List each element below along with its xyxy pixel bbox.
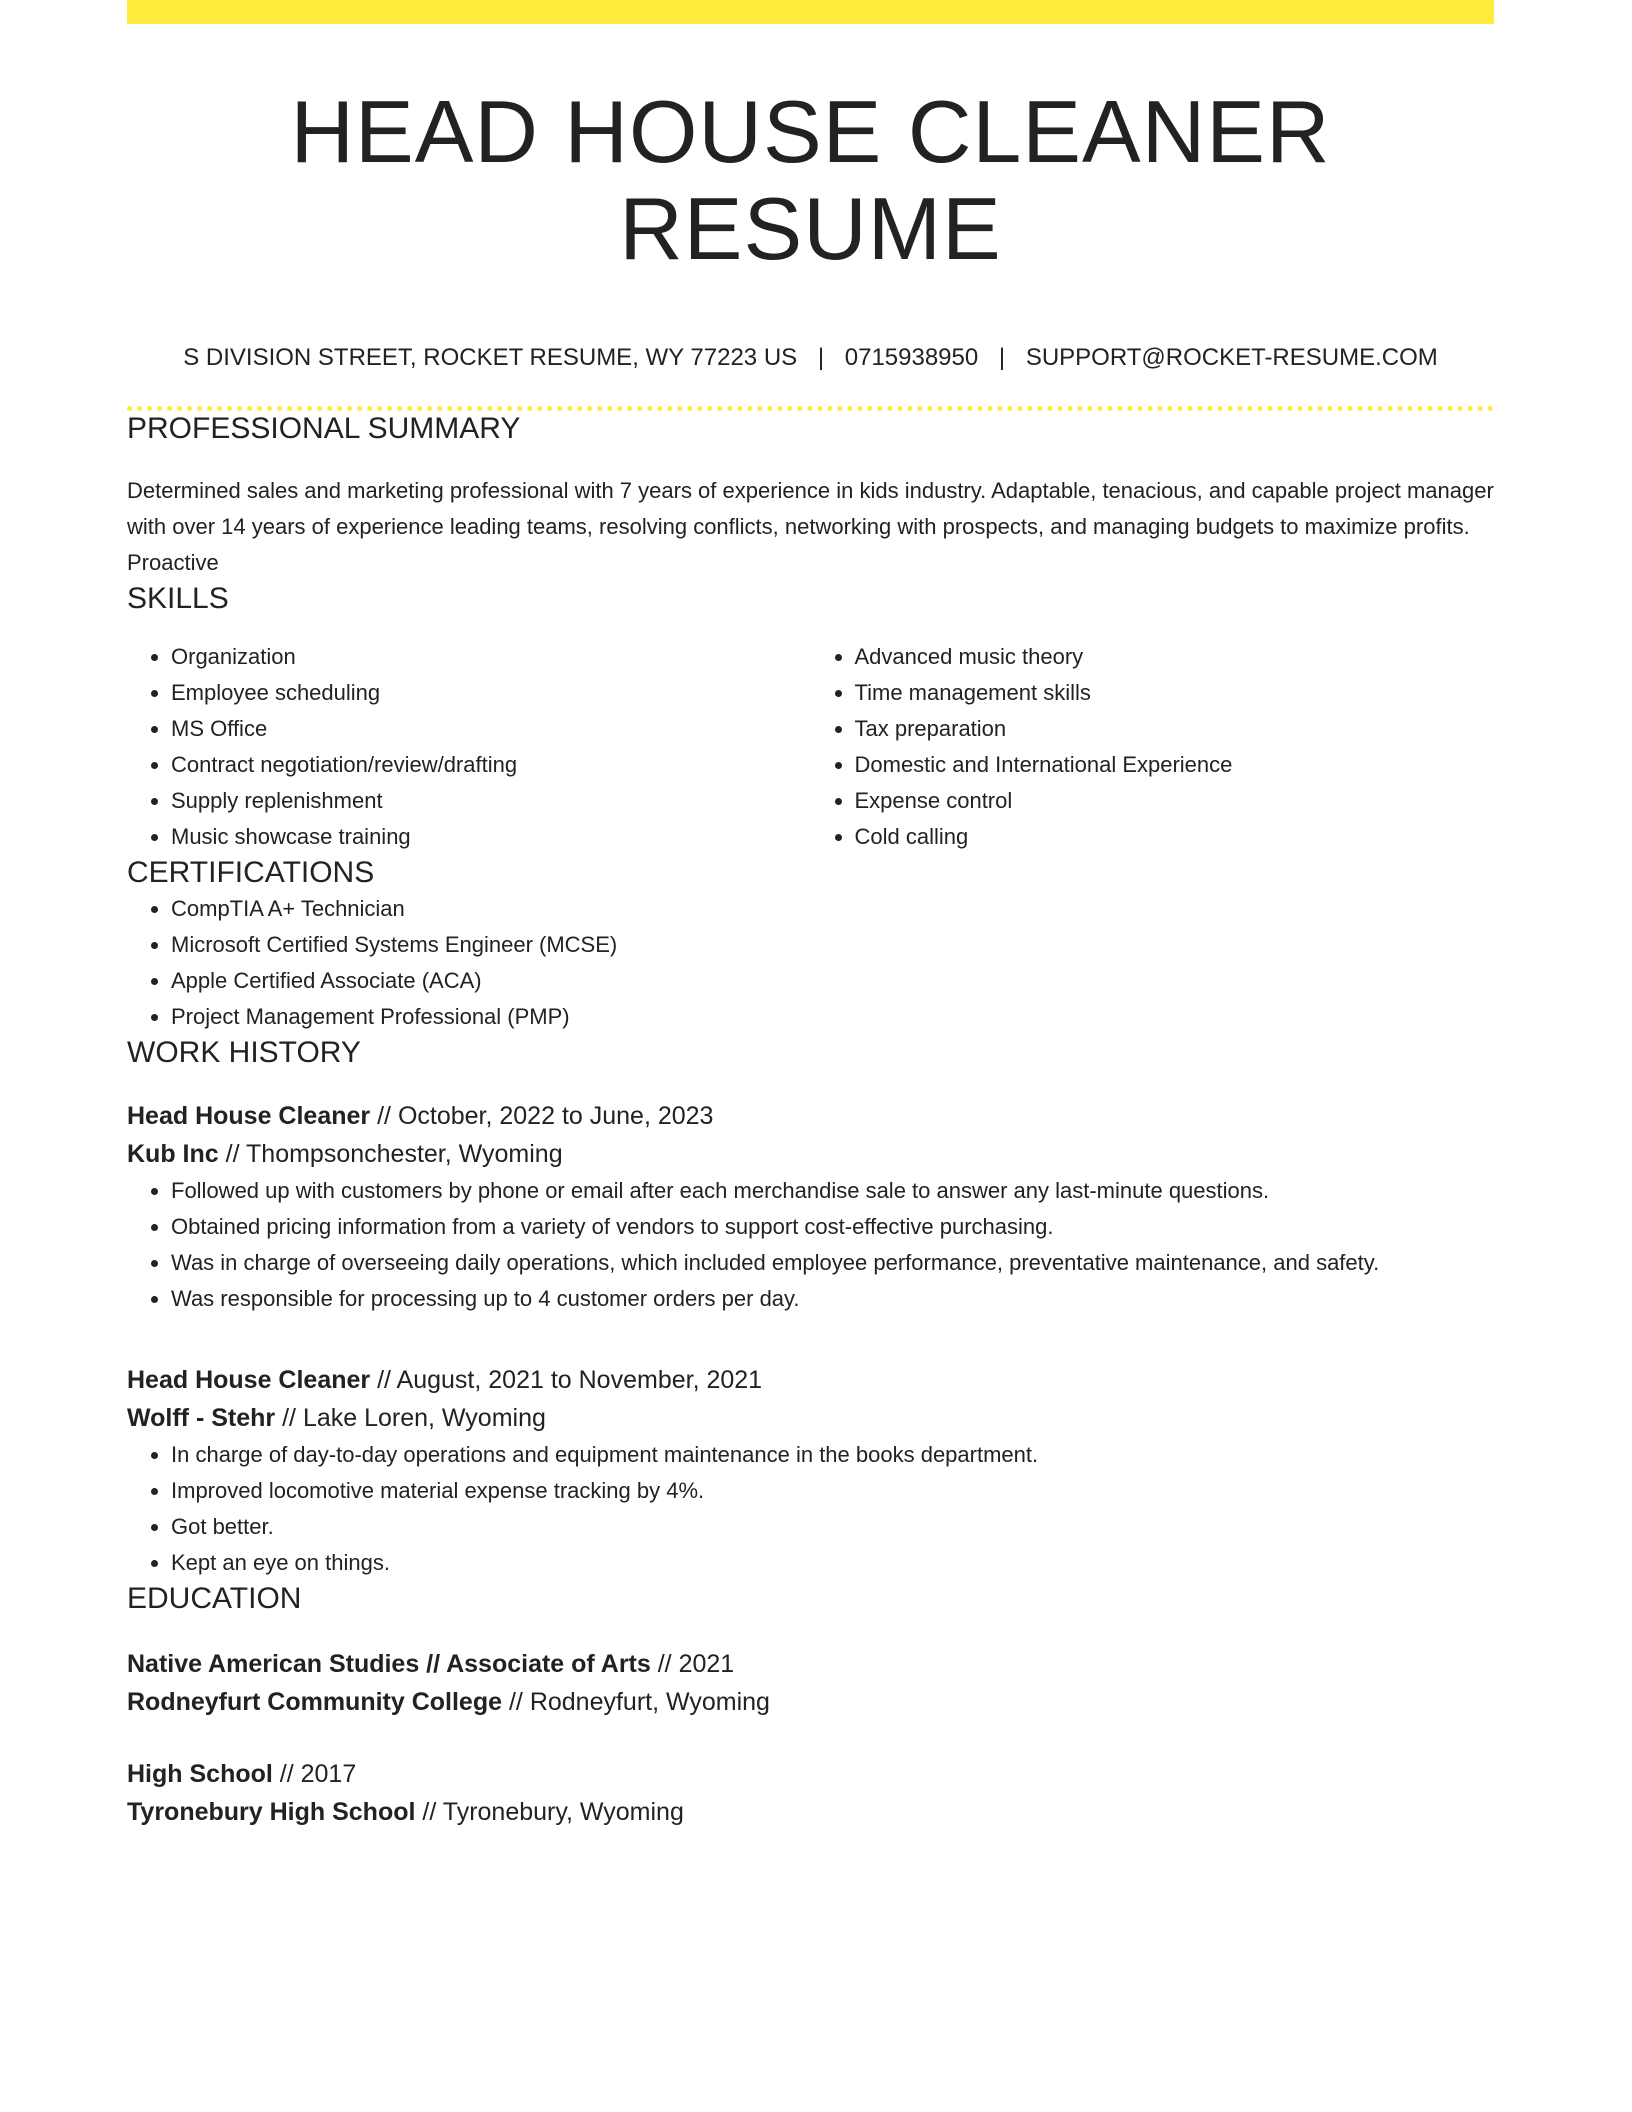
skill-item: • Time management skills — [855, 675, 1495, 711]
education-degree-line — [127, 1645, 1494, 1683]
contact-phone: 0715938950 — [844, 343, 979, 371]
delimiter: // — [218, 1140, 247, 1169]
education-school: Rodneyfurt Community College — [127, 1688, 503, 1717]
certification-item: • Apple Certified Associate (ACA) — [171, 963, 1494, 999]
resume-page — [127, 0, 1494, 1831]
job-bullet: • Got better. — [171, 1509, 1494, 1545]
education-school-line — [127, 1683, 1494, 1721]
education-heading: EDUCATION — [127, 1582, 302, 1616]
skills-heading: SKILLS — [127, 582, 229, 616]
delimiter: // — [275, 1404, 303, 1433]
summary-text: Determined sales and marketing professional with 7 years of experience in kids industry. Adaptable, tenacious, and capable project manager with over 14 years of experience leading teams, resolving conflicts, networking with prospects, and managing budgets to maximize profits. Proactive — [127, 478, 1494, 576]
job-company-line — [127, 1135, 1494, 1173]
delimiter: // — [370, 1366, 397, 1395]
education-degree: Native American Studies // Associate of Arts — [127, 1650, 651, 1679]
education-location: Rodneyfurt, Wyoming — [529, 1688, 770, 1717]
summary-heading: PROFESSIONAL SUMMARY — [127, 412, 521, 446]
resume-title: HEAD HOUSE CLEANER RESUME — [290, 82, 1331, 278]
job-bullets — [127, 1437, 1494, 1581]
education-school: Tyronebury High School — [127, 1798, 416, 1827]
education-year: 2021 — [678, 1650, 735, 1679]
job-location: Lake Loren, Wyoming — [302, 1404, 546, 1433]
education-degree: High School — [127, 1760, 273, 1789]
job-location: Thompsonchester, Wyoming — [246, 1140, 563, 1169]
job-title-line — [127, 1097, 1494, 1135]
job-company: Wolff - Stehr — [127, 1404, 276, 1433]
delimiter: // — [415, 1798, 443, 1827]
delimiter: // — [502, 1688, 530, 1717]
certification-item: • Microsoft Certified Systems Engineer (MCSE) — [171, 927, 1494, 963]
certification-item: • Project Management Professional (PMP) — [171, 999, 1494, 1035]
job-bullet: • Was in charge of overseeing daily operations, which included employee performance, preventative maintenance, and safety. — [171, 1245, 1494, 1281]
delimiter: // — [272, 1760, 301, 1789]
certification-item: • CompTIA A+ Technician — [171, 891, 1494, 927]
skill-item: • Domestic and International Experience — [855, 747, 1495, 783]
education-school-line — [127, 1793, 1494, 1831]
job-bullet: • Obtained pricing information from a variety of vendors to support cost-effective purchasing. — [171, 1209, 1494, 1245]
skill-item: • MS Office — [171, 711, 811, 747]
certifications-heading: CERTIFICATIONS — [127, 856, 375, 890]
contact-email: SUPPORT@ROCKET-RESUME.COM — [1025, 343, 1438, 371]
job-company: Kub Inc — [127, 1140, 219, 1169]
delimiter: // — [650, 1650, 679, 1679]
job-dates: October, 2022 to June, 2023 — [397, 1102, 714, 1131]
education-location: Tyronebury, Wyoming — [442, 1798, 684, 1827]
work-history-heading: WORK HISTORY — [127, 1036, 361, 1070]
education-entry — [127, 1755, 1494, 1831]
skill-item: • Employee scheduling — [171, 675, 811, 711]
job-bullet: • Was responsible for processing up to 4 customer orders per day. — [171, 1281, 1494, 1317]
job-bullet: • Improved locomotive material expense tracking by 4%. — [171, 1473, 1494, 1509]
contact-separator: | — [817, 343, 825, 371]
education-year: 2017 — [300, 1760, 357, 1789]
job-bullet: • Followed up with customers by phone or email after each merchandise sale to answer any last-minute questions. — [171, 1173, 1494, 1209]
contact-line — [127, 344, 1494, 373]
skill-item: • Contract negotiation/review/drafting — [171, 747, 811, 783]
certifications-list — [127, 891, 1494, 1035]
skill-item: • Expense control — [855, 783, 1495, 819]
skill-item: • Cold calling — [855, 819, 1495, 855]
education-entry — [127, 1645, 1494, 1721]
accent-top-bar — [127, 0, 1494, 24]
contact-address: S DIVISION STREET, ROCKET RESUME, WY 77223 US — [183, 343, 798, 371]
skill-item: • Organization — [171, 639, 811, 675]
contact-separator: | — [998, 343, 1006, 371]
education-degree-line — [127, 1755, 1494, 1793]
delimiter: // — [370, 1102, 398, 1131]
job-title-line — [127, 1361, 1494, 1399]
job-company-line — [127, 1399, 1494, 1437]
skill-item: • Music showcase training — [171, 819, 811, 855]
skill-item: • Supply replenishment — [171, 783, 811, 819]
skill-item: • Advanced music theory — [855, 639, 1495, 675]
job-title: Head House Cleaner — [127, 1366, 371, 1395]
job-bullet: • In charge of day-to-day operations and equipment maintenance in the books department. — [171, 1437, 1494, 1473]
skills-column-left — [127, 639, 811, 855]
skills-list — [127, 639, 1494, 855]
job-entry — [127, 1361, 1494, 1581]
job-title: Head House Cleaner — [127, 1102, 371, 1131]
job-bullet: • Kept an eye on things. — [171, 1545, 1494, 1581]
job-dates: August, 2021 to November, 2021 — [396, 1366, 763, 1395]
job-bullets — [127, 1173, 1494, 1317]
skills-column-right — [811, 639, 1495, 855]
job-entry — [127, 1097, 1494, 1317]
skill-item: • Tax preparation — [855, 711, 1495, 747]
